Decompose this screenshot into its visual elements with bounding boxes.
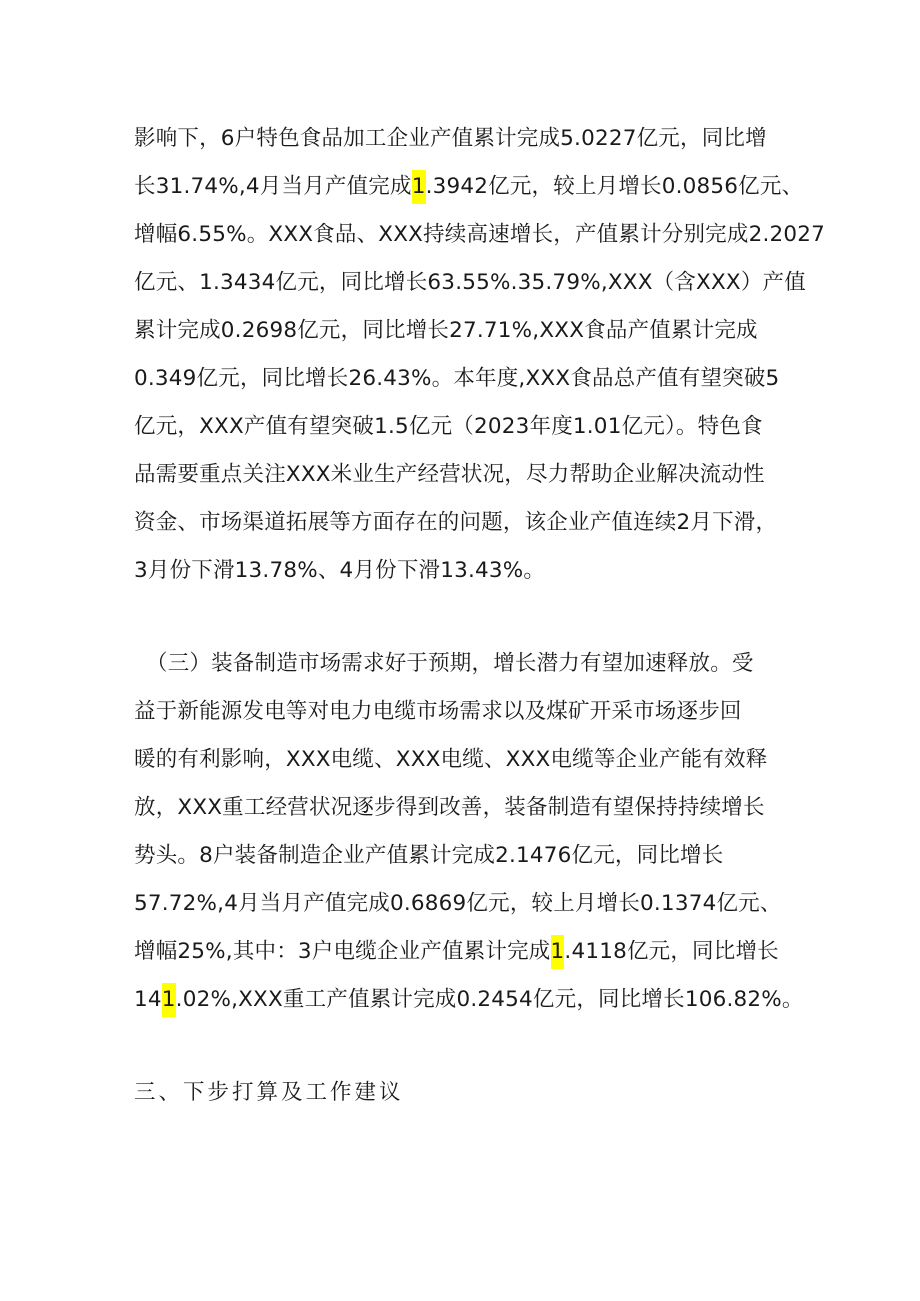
paragraph-2-line-4: 放，XXX重工经营状况逐步得到改善，装备制造有望保持持续增长: [134, 795, 765, 820]
paragraph-1-line-6: 0.349亿元，同比增长26.43%。本年度,XXX食品总产值有望突破5: [134, 366, 780, 391]
paragraph-1-line-8: 品需要重点关注XXX米业生产经营状况，尽力帮助企业解决流动性: [134, 462, 765, 487]
text-segment: 增幅25%,其中：3户电缆企业产值累计完成: [134, 939, 551, 964]
paragraph-2-line-5: 势头。8户装备制造企业产值累计完成2.1476亿元，同比增长: [134, 843, 724, 868]
highlighted-text: 1: [162, 983, 176, 1017]
paragraph-2-line-7: [134, 937, 794, 969]
text-segment: 长31.74%,4月当月产值完成: [134, 174, 412, 199]
paragraph-2-line-6: 57.72%,4月当月产值完成0.6869亿元，较上月增长0.1374亿元、: [134, 891, 782, 916]
paragraph-1-line-4: 亿元、1.3434亿元，同比增长63.55%.35.79%,XXX（含XXX）产值: [134, 270, 806, 295]
text-segment: .4118亿元，同比增长: [564, 939, 779, 964]
paragraph-1-line-9: 资金、市场渠道拓展等方面存在的问题，该企业产值连续2月下滑，: [134, 510, 778, 535]
highlighted-text: 1: [412, 170, 426, 204]
paragraph-2-line-8: [134, 985, 804, 1017]
text-segment: 14: [134, 987, 162, 1012]
paragraph-1-line-7: 亿元，XXX产值有望突破1.5亿元（2023年度1.01亿元）。特色食: [134, 414, 763, 439]
paragraph-1-line-5: 累计完成0.2698亿元，同比增长27.71%,XXX食品产值累计完成: [134, 318, 758, 343]
paragraph-2-line-3: 暖的有利影响，XXX电缆、XXX电缆、XXX电缆等企业产能有效释: [134, 747, 768, 772]
text-segment: .3942亿元，较上月增长0.0856亿元、: [425, 174, 804, 199]
paragraph-1-line-2: [134, 172, 804, 204]
highlighted-text: 1: [551, 935, 565, 969]
paragraph-1-line-1: 影响下，6户特色食品加工企业产值累计完成5.0227亿元，同比增: [134, 126, 767, 151]
section-heading: 三、下步打算及工作建议: [134, 1080, 404, 1105]
paragraph-2-line-2: 益于新能源发电等对电力电缆市场需求以及煤矿开采市场逐步回: [134, 699, 742, 724]
text-segment: .02%,XXX重工产值累计完成0.2454亿元，同比增长106.82%。: [175, 987, 804, 1012]
paragraph-1-line-10: 3月份下滑13.78%、4月份下滑13.43%。: [134, 558, 546, 583]
paragraph-2-line-1: （三）装备制造市场需求好于预期，增长潜力有望加速释放。受: [146, 651, 754, 676]
paragraph-1-line-3: 增幅6.55%。XXX食品、XXX持续高速增长，产值累计分别完成2.2027: [134, 222, 826, 247]
